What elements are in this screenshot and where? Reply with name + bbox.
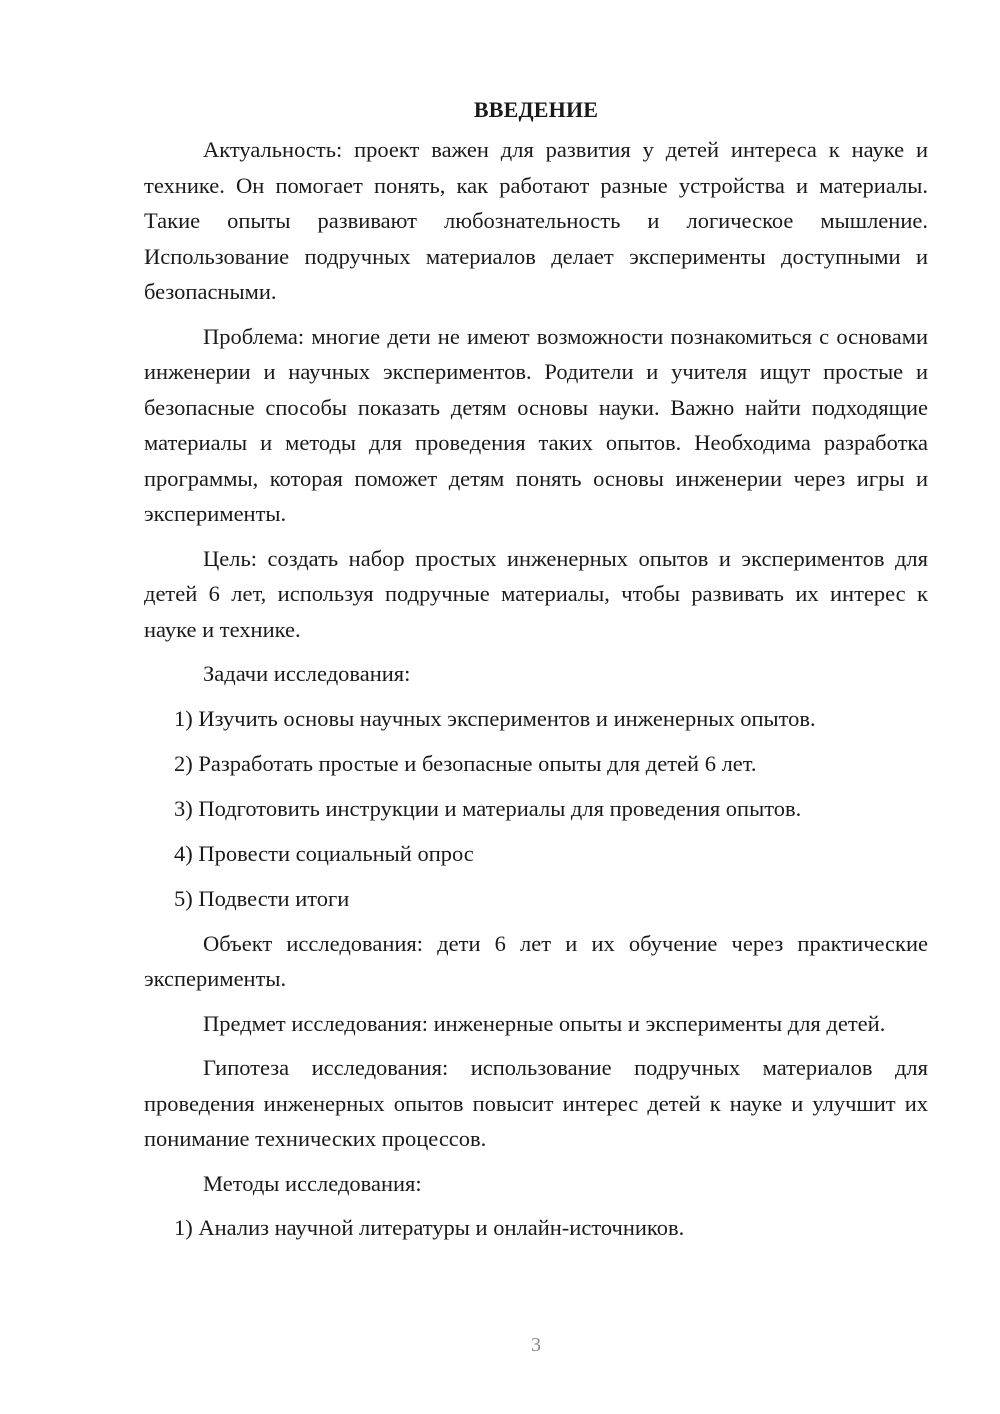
goal-paragraph: Цель: создать набор простых инженерных опытов и экспериментов для детей 6 лет, используя подручные материалы, чтобы развивать их интерес к науке и технике. bbox=[144, 545, 928, 642]
task-item-5: 5) Подвести итоги bbox=[174, 885, 350, 911]
tasks-label: Задачи исследования: bbox=[203, 661, 411, 686]
section-heading: ВВЕДЕНИЕ bbox=[473, 97, 599, 122]
task-item-2: 2) Разработать простые и безопасные опыты для детей 6 лет. bbox=[174, 750, 757, 776]
relevance-paragraph: Актуальность: проект важен для развития у детей интереса к науке и технике. Он помогает понять, как работают разные устройства и материалы. Такие опыты развивают любознательность и логическое мышление. Использование подручных материалов делает эксперименты доступными и безопасными. bbox=[144, 137, 928, 304]
document-body bbox=[144, 92, 928, 1255]
task-item-4: 4) Провести социальный опрос bbox=[174, 840, 474, 866]
hypothesis-paragraph: Гипотеза исследования: использование подручных материалов для проведения инженерных опытов повысит интерес детей к науке и улучшит их понимание технических процессов. bbox=[144, 1055, 928, 1151]
method-item-1: 1) Анализ научной литературы и онлайн-источников. bbox=[174, 1215, 685, 1240]
task-item-3: 3) Подготовить инструкции и материалы для проведения опытов. bbox=[174, 795, 802, 821]
object-paragraph: Объект исследования: дети 6 лет и их обучение через практические эксперименты. bbox=[144, 930, 928, 991]
task-item-1: 1) Изучить основы научных экспериментов и инженерных опытов. bbox=[174, 705, 816, 731]
problem-paragraph: Проблема: многие дети не имеют возможности познакомиться с основами инженерии и научных экспериментов. Родители и учителя ищут простые и безопасные способы показать детям основы науки. Важно найти подходящие материалы и методы для проведения таких опытов. Необходима разработка программы, которая поможет детям понять основы инженерии через игры и эксперименты. bbox=[144, 323, 928, 526]
subject-paragraph: Предмет исследования: инженерные опыты и эксперименты для детей. bbox=[203, 1010, 886, 1036]
page-number: 3 bbox=[531, 1334, 541, 1356]
methods-label: Методы исследования: bbox=[203, 1170, 422, 1196]
